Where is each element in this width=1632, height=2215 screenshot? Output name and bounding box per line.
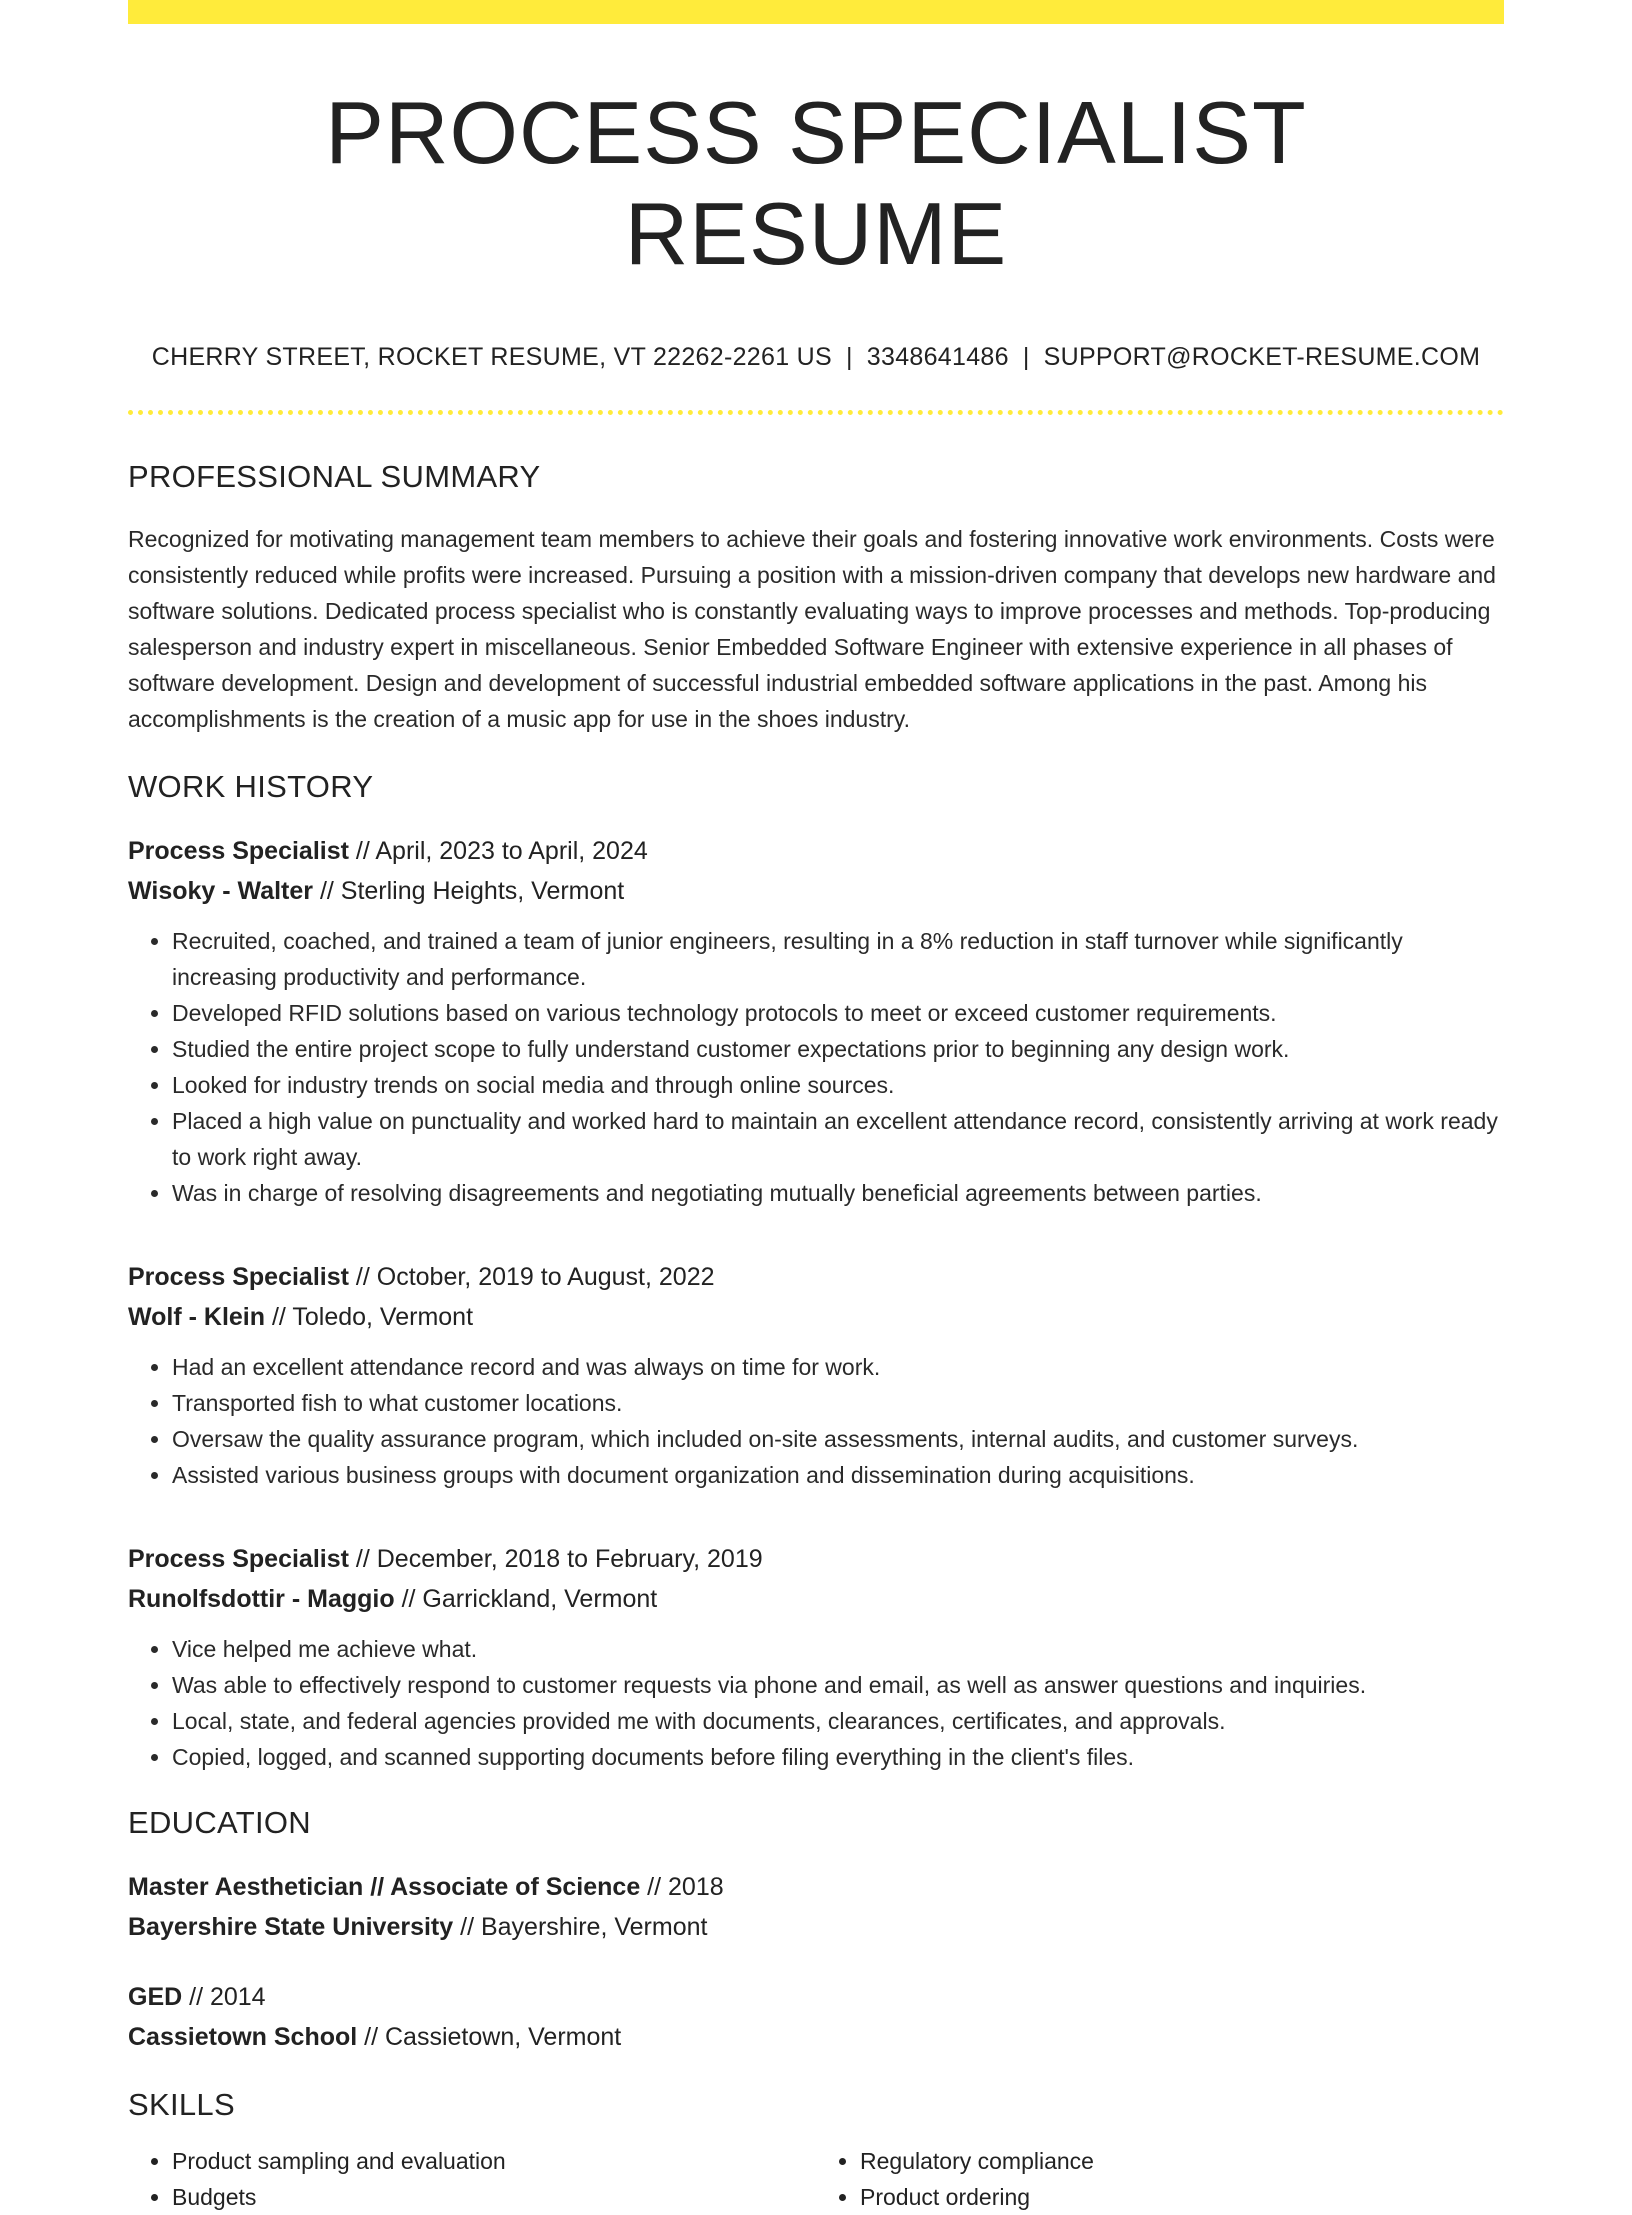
school-line	[128, 2017, 1504, 2057]
degree: Master Aesthetician // Associate of Science	[128, 1873, 641, 1902]
job-dates: // April, 2023 to April, 2024	[348, 837, 648, 866]
resume-page	[128, 0, 1504, 2215]
school-location: // Bayershire, Vermont	[453, 1913, 708, 1942]
bullet-item: • Looked for industry trends on social media and through online sources.	[172, 1067, 1504, 1103]
job-entry	[128, 1257, 1504, 1493]
job-company-line	[128, 1579, 1504, 1619]
contact-separator: |	[1022, 343, 1030, 372]
job-bullets	[128, 923, 1504, 1211]
job-dates: // October, 2019 to August, 2022	[348, 1263, 715, 1292]
dotted-divider	[128, 410, 1504, 415]
job-company-line	[128, 1297, 1504, 1337]
job-title-line	[128, 1539, 1504, 1579]
school-name: Bayershire State University	[128, 1913, 454, 1942]
bullet-item: • Copied, logged, and scanned supporting documents before filing everything in the client's files.	[172, 1739, 1504, 1775]
company-name: Runolfsdottir - Maggio	[128, 1585, 395, 1614]
job-title-line	[128, 1257, 1504, 1297]
bullet-item: • Had an excellent attendance record and was always on time for work.	[172, 1349, 1504, 1385]
bullet-item: • Studied the entire project scope to fully understand customer expectations prior to beginning any design work.	[172, 1031, 1504, 1067]
school-name: Cassietown School	[128, 2023, 358, 2052]
skill-item: • Product ordering	[860, 2179, 1504, 2215]
graduation-year: // 2014	[182, 1983, 266, 2012]
degree: GED	[128, 1983, 183, 2012]
bullet-item: • Was in charge of resolving disagreements and negotiating mutually beneficial agreements between parties.	[172, 1175, 1504, 1211]
bullet-item: • Developed RFID solutions based on various technology protocols to meet or exceed customer requirements.	[172, 995, 1504, 1031]
bullet-item: • Was able to effectively respond to customer requests via phone and email, as well as answer questions and inquiries.	[172, 1667, 1504, 1703]
job-bullets	[128, 1631, 1504, 1775]
job-company-line	[128, 871, 1504, 911]
skills-list	[128, 2143, 1504, 2215]
skill-item: • Product sampling and evaluation	[172, 2143, 816, 2179]
email-link[interactable]: SUPPORT@ROCKET-RESUME.COM	[1043, 343, 1481, 372]
bullet-item: • Recruited, coached, and trained a team of junior engineers, resulting in a 8% reduction in staff turnover while significantly increasing productivity and performance.	[172, 923, 1504, 995]
address: CHERRY STREET, ROCKET RESUME, VT 22262-2261 US	[151, 343, 832, 372]
company-location: // Sterling Heights, Vermont	[313, 877, 625, 906]
skills-column-left	[128, 2143, 816, 2215]
section-heading-summary: PROFESSIONAL SUMMARY	[128, 459, 541, 495]
school-line	[128, 1907, 1504, 1947]
section-heading-skills: SKILLS	[128, 2087, 235, 2123]
company-name: Wolf - Klein	[128, 1303, 266, 1332]
degree-line	[128, 1977, 1504, 2017]
skill-item: • Regulatory compliance	[860, 2143, 1504, 2179]
job-title: Process Specialist	[128, 1263, 349, 1292]
section-heading-work: WORK HISTORY	[128, 769, 374, 805]
company-name: Wisoky - Walter	[128, 877, 313, 906]
bullet-item: • Placed a high value on punctuality and worked hard to maintain an excellent attendance record, consistently arriving at work ready to work right away.	[172, 1103, 1504, 1175]
graduation-year: // 2018	[640, 1873, 724, 1902]
education-entry	[128, 1867, 1504, 1947]
job-title-line	[128, 831, 1504, 871]
job-entry	[128, 1539, 1504, 1775]
accent-bar	[128, 0, 1504, 24]
bullet-item: • Local, state, and federal agencies provided me with documents, clearances, certificates, and approvals.	[172, 1703, 1504, 1739]
bullet-item: • Transported fish to what customer locations.	[172, 1385, 1504, 1421]
summary-text: Recognized for motivating management team members to achieve their goals and fostering innovative work environments. Costs were consistently reduced while profits were increased. Pursuing a position with a mission-driven company that develops new hardware and software solutions. Dedicated process specialist who is constantly evaluating ways to improve processes and methods. Top-producing salesperson and industry expert in miscellaneous. Senior Embedded Software Engineer with extensive experience in all phases of software development. Design and development of successful industrial embedded software applications in the past. Among his accomplishments is the creation of a music app for use in the shoes industry.	[128, 526, 1496, 733]
job-dates: // December, 2018 to February, 2019	[348, 1545, 763, 1574]
contact-separator: |	[845, 343, 853, 372]
bullet-item: • Oversaw the quality assurance program, which included on-site assessments, internal audits, and customer surveys.	[172, 1421, 1504, 1457]
skill-item: • Budgets	[172, 2179, 816, 2215]
job-title: Process Specialist	[128, 837, 349, 866]
resume-title: PROCESS SPECIALIST RESUME	[325, 83, 1307, 284]
company-location: // Garrickland, Vermont	[394, 1585, 658, 1614]
section-heading-education: EDUCATION	[128, 1805, 311, 1841]
contact-line	[128, 342, 1504, 372]
degree-line	[128, 1867, 1504, 1907]
phone: 3348641486	[866, 343, 1009, 372]
bullet-item: • Assisted various business groups with document organization and dissemination during acquisitions.	[172, 1457, 1504, 1493]
job-bullets	[128, 1349, 1504, 1493]
job-title: Process Specialist	[128, 1545, 349, 1574]
school-location: // Cassietown, Vermont	[357, 2023, 622, 2052]
bullet-item: • Vice helped me achieve what.	[172, 1631, 1504, 1667]
skills-column-right	[816, 2143, 1504, 2215]
education-entry	[128, 1977, 1504, 2057]
company-location: // Toledo, Vermont	[265, 1303, 474, 1332]
job-entry	[128, 831, 1504, 1211]
